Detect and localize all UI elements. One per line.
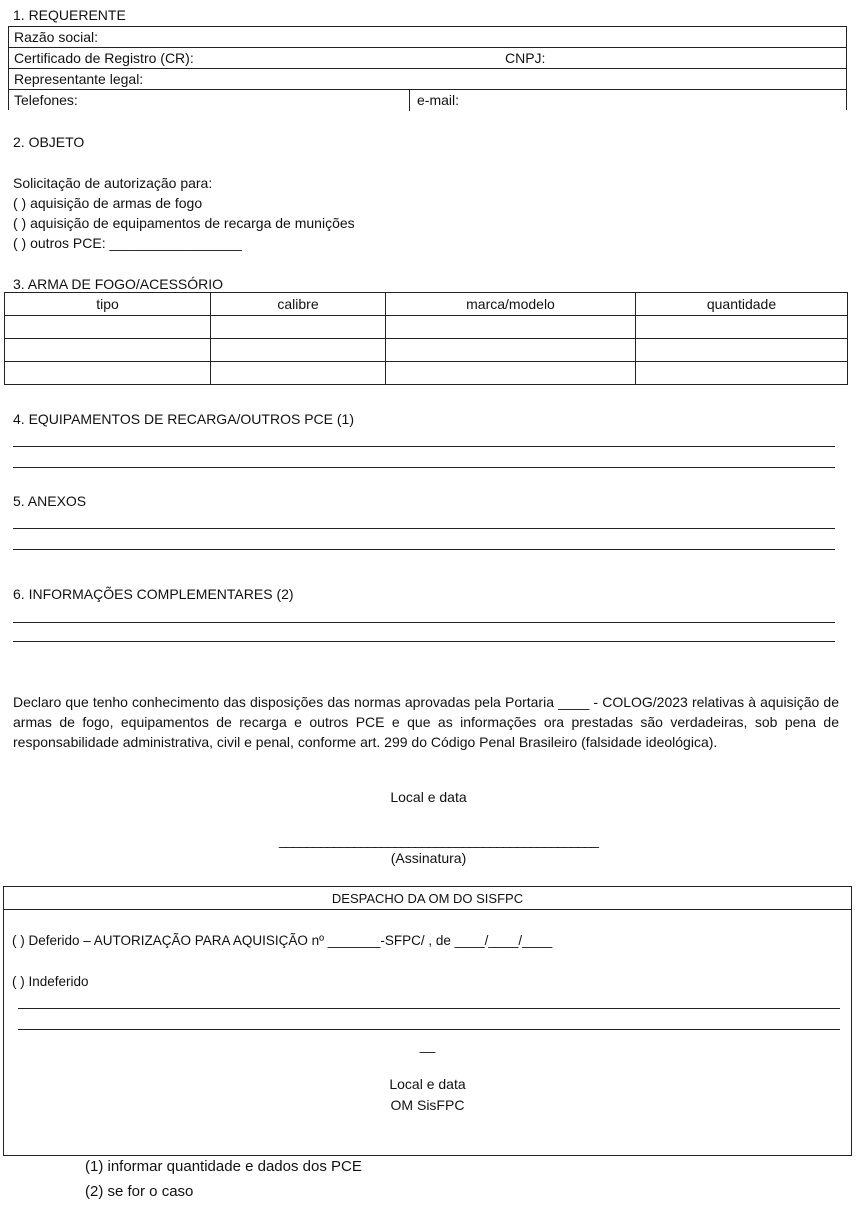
- anexos-line-1[interactable]: [13, 528, 835, 529]
- nota-1: (1) informar quantidade e dados dos PCE: [85, 1158, 362, 1175]
- section-anexos-heading: 5. ANEXOS: [13, 493, 87, 509]
- razao-social-row[interactable]: [9, 27, 846, 48]
- assinatura-line[interactable]: _______________________________________________: [279, 832, 598, 848]
- table-row: [5, 339, 848, 362]
- equipamentos-line-2[interactable]: [13, 467, 835, 468]
- section-equipamentos-heading: 4. EQUIPAMENTOS DE RECARGA/OUTROS PCE (1): [13, 411, 354, 427]
- assinatura-label: (Assinatura): [390, 850, 467, 866]
- requerente-box: [8, 26, 847, 110]
- despacho-om: OM SisFPC: [390, 1097, 465, 1113]
- deferido-option[interactable]: ( ) Deferido – AUTORIZAÇÃO PARA AQUISIÇÃO nº _______-SFPC/ , de ____/____/____: [12, 933, 553, 948]
- certificado-row[interactable]: [9, 48, 846, 69]
- table-cell[interactable]: [5, 362, 211, 385]
- table-cell[interactable]: [5, 316, 211, 339]
- table-cell[interactable]: [386, 362, 636, 385]
- despacho-heading: DESPACHO DA OM DO SISFPC: [4, 887, 851, 910]
- table-cell[interactable]: [5, 339, 211, 362]
- certificado-label: Certificado de Registro (CR):: [14, 50, 194, 66]
- table-cell[interactable]: [636, 316, 848, 339]
- section-requerente-heading: 1. REQUERENTE: [13, 7, 126, 23]
- table-row: [5, 316, 848, 339]
- option-outros-pce[interactable]: ( ) outros PCE: _________________: [13, 235, 242, 251]
- objeto-intro: Solicitação de autorização para:: [13, 175, 213, 191]
- telefones-label: Telefones:: [14, 92, 78, 108]
- representante-row[interactable]: [9, 69, 846, 90]
- table-cell[interactable]: [636, 339, 848, 362]
- indeferido-option[interactable]: ( ) Indeferido: [12, 974, 89, 989]
- table-row: [5, 362, 848, 385]
- nota-2: (2) se for o caso: [85, 1183, 194, 1200]
- col-tipo: tipo: [5, 293, 211, 316]
- informacoes-line-2[interactable]: [13, 641, 835, 642]
- table-cell[interactable]: [211, 339, 386, 362]
- arma-table: [4, 292, 848, 385]
- arma-table-header: [5, 293, 848, 316]
- despacho-line-tail: __: [419, 1037, 436, 1053]
- anexos-line-2[interactable]: [13, 549, 835, 550]
- section-arma-heading: 3. ARMA DE FOGO/ACESSÓRIO: [13, 276, 224, 292]
- telefones-row[interactable]: [9, 90, 846, 111]
- despacho-line-1[interactable]: [18, 1008, 840, 1009]
- table-cell[interactable]: [386, 316, 636, 339]
- informacoes-line-1[interactable]: [13, 622, 835, 623]
- cnpj-label: CNPJ:: [505, 50, 546, 66]
- despacho-box: [3, 886, 852, 1156]
- table-cell[interactable]: [636, 362, 848, 385]
- col-calibre: calibre: [211, 293, 386, 316]
- option-armas-fogo[interactable]: ( ) aquisição de armas de fogo: [13, 195, 203, 211]
- table-cell[interactable]: [386, 339, 636, 362]
- option-equipamentos-recarga[interactable]: ( ) aquisição de equipamentos de recarga de munições: [13, 215, 355, 231]
- declaracao-text: Declaro que tenho conhecimento das disposições das normas aprovadas pela Portaria ____ - COLOG/2023 relativas à aquisição de armas de fogo, equipamentos de recarga e outros PCE e que as informações ora prestadas são verdadeiras, sob pena de responsabilidade administrativa, civil e penal, conforme art. 299 do Código Penal Brasileiro (falsidade ideológica).: [13, 694, 839, 750]
- razao-social-label: Razão social:: [14, 29, 99, 45]
- col-marca-modelo: marca/modelo: [386, 293, 636, 316]
- col-quantidade: quantidade: [636, 293, 848, 316]
- equipamentos-line-1[interactable]: [13, 446, 835, 447]
- section-objeto-heading: 2. OBJETO: [13, 134, 85, 150]
- despacho-local-data: Local e data: [389, 1076, 466, 1092]
- local-data-label: Local e data: [390, 789, 467, 805]
- table-cell[interactable]: [211, 362, 386, 385]
- table-cell[interactable]: [211, 316, 386, 339]
- section-informacoes-heading: 6. INFORMAÇÕES COMPLEMENTARES (2): [13, 586, 294, 602]
- despacho-line-2[interactable]: [18, 1029, 840, 1030]
- email-label: e-mail:: [417, 92, 460, 108]
- row-divider: [409, 90, 410, 111]
- representante-label: Representante legal:: [14, 71, 144, 87]
